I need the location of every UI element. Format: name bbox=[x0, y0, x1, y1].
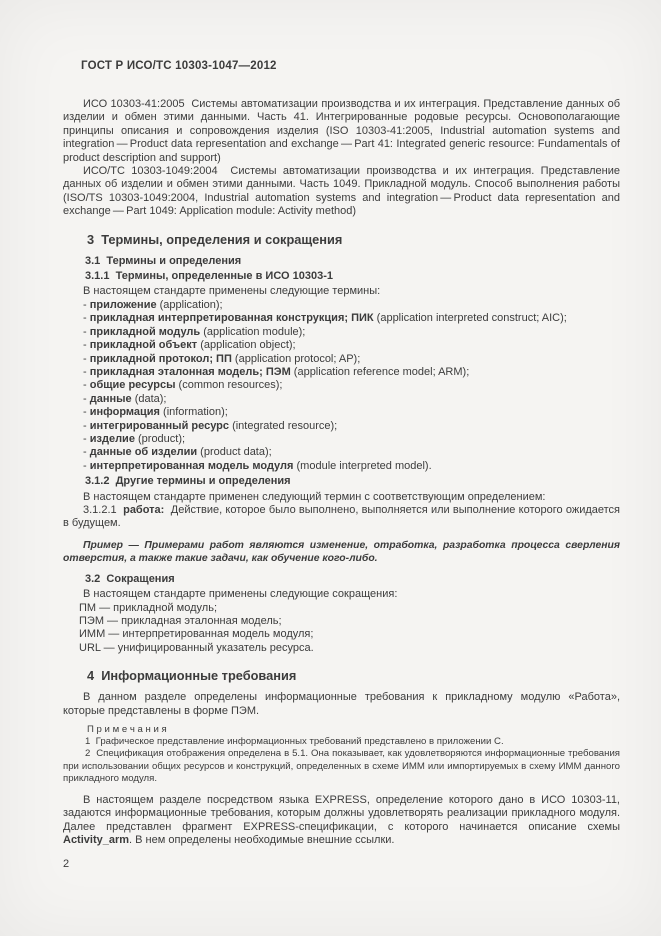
text-run: приложение bbox=[89, 298, 157, 311]
text-run: - bbox=[83, 406, 90, 419]
text-run: прикладной модуль bbox=[89, 325, 201, 338]
text-run: 3 Термины, определения и сокращения bbox=[87, 231, 343, 247]
term-list-item bbox=[63, 379, 620, 392]
text-run: ИСО 10303-41:2005 Системы автоматизации производства и их интеграция. Представление данных об изделии и обмен этими данными. Часть 41. Интегрированные родовые ресурсы. Основополагающие принципы описания и сопровождения изделия (ISO 10303-41:2005, Industrial automation systems and integration — Product data representation and exchange — Part 41: Integrated generic resource: Fundamentals of product description and support) bbox=[63, 98, 620, 164]
text-run: (application); bbox=[156, 298, 223, 311]
text-run: (application protocol; AP); bbox=[231, 352, 361, 365]
text-run: - bbox=[83, 312, 90, 325]
text-run: интерпретированная модель модуля bbox=[89, 459, 294, 472]
term-list-item bbox=[63, 393, 620, 406]
paragraph bbox=[63, 98, 620, 165]
text-run: В данном разделе определены информационные требования к прикладному модулю «Работа», которые представлены в форме ПЭМ. bbox=[63, 691, 620, 717]
text-run: 4 Информационные требования bbox=[87, 668, 297, 684]
text-run: - bbox=[83, 459, 90, 472]
text-run: - bbox=[83, 352, 90, 365]
paragraph bbox=[63, 165, 620, 219]
text-run: . В нем определены необходимые внешние ссылки. bbox=[129, 834, 395, 847]
text-run: 3.1.2.1 bbox=[83, 503, 124, 516]
text-run: (application interpreted construct; AIC); bbox=[373, 312, 567, 325]
abbreviation-line bbox=[63, 602, 620, 615]
paragraph bbox=[63, 285, 620, 298]
text-run: (module interpreted model). bbox=[293, 459, 432, 472]
text-run: В настоящем разделе посредством языка EXPRESS, определение которого дано в ИСО 10303-11, задаются информационные требования, которым должны удовлетворять реализации прикладного модуля. Далее представлен фрагмент EXPRESS-спецификации, с которого начинается описание схемы bbox=[63, 794, 620, 833]
text-run: изделие bbox=[89, 432, 135, 445]
text-run: информация bbox=[89, 406, 160, 419]
text-run: - bbox=[83, 419, 90, 432]
text-run: (common resources); bbox=[175, 379, 283, 392]
text-run: данные bbox=[89, 392, 132, 405]
text-run: данные об изделии bbox=[89, 446, 198, 459]
text-run: (data); bbox=[131, 392, 167, 405]
text-run: 3.2 Сокращения bbox=[85, 572, 175, 585]
notes-title bbox=[63, 724, 620, 736]
text-run: интегрированный ресурс bbox=[89, 419, 230, 432]
text-run: 1 Графическое представление информационных требований представлено в приложении С. bbox=[85, 736, 504, 748]
text-run: 2 Спецификация отображения определена в 5.1. Она показывает, как удовлетворяются информационные требования при использовании общих ресурсов и конструкций, определенных в схеме ИММ или импортируемых в схему ИММ данного прикладного модуля. bbox=[63, 748, 620, 784]
example-paragraph bbox=[63, 539, 620, 565]
subsection-heading bbox=[63, 255, 620, 268]
text-run: 3.1.1 Термины, определенные в ИСО 10303-1 bbox=[85, 270, 333, 283]
text-run: 3.1 Термины и определения bbox=[85, 254, 242, 267]
term-list-item bbox=[63, 433, 620, 446]
text-run: работа: bbox=[123, 503, 165, 516]
text-run: URL — унифицированный указатель ресурса. bbox=[79, 641, 314, 654]
text-run: ПЭМ — прикладная эталонная модель; bbox=[79, 615, 282, 627]
text-run: В настоящем стандарте применен следующий термин с соответствующим определением: bbox=[83, 490, 546, 503]
text-run: П р и м е ч а н и я bbox=[87, 724, 167, 736]
term-list-item bbox=[63, 446, 620, 459]
text-run: (application object); bbox=[197, 339, 296, 352]
subsection-heading bbox=[63, 573, 620, 586]
text-run: прикладной протокол; ПП bbox=[89, 352, 232, 365]
abbreviation-line bbox=[63, 642, 620, 655]
text-run: - bbox=[83, 325, 90, 338]
text-run: Пример — Примерами работ являются изменение, отработка, разработка процесса сверления отверстия, а также такие задачи, как обучение кого-либо. bbox=[63, 539, 620, 564]
subsection-heading bbox=[63, 475, 620, 488]
text-run: ИММ — интерпретированная модель модуля; bbox=[79, 628, 314, 641]
paragraph bbox=[63, 691, 620, 718]
term-list-item bbox=[63, 353, 620, 366]
text-run: - bbox=[83, 392, 90, 405]
text-run: прикладная интерпретированная конструкция; ПИК bbox=[89, 312, 374, 325]
text-run: - bbox=[83, 432, 90, 445]
text-run: ПМ — прикладной модуль; bbox=[79, 601, 218, 614]
text-run: - bbox=[83, 339, 90, 352]
text-run: - bbox=[83, 298, 90, 311]
paragraph bbox=[63, 588, 620, 601]
term-list-item bbox=[63, 406, 620, 419]
note-line bbox=[63, 748, 620, 785]
text-run: прикладной объект bbox=[89, 339, 198, 352]
text-run: ИСО/ТС 10303-1049:2004 Системы автоматизации производства и их интеграция. Представление данных об изделии и обмен этими данными. Часть 1049. Прикладной модуль. Способ выполнения работы (ISO/TS 10303-1049:2004, Industrial automation systems and integration — Product data representation and exchange — Part 1049: Application module: Activity method) bbox=[63, 165, 620, 218]
text-run: 3.1.2 Другие термины и определения bbox=[85, 475, 291, 488]
section-heading bbox=[63, 232, 620, 247]
text-run: (product); bbox=[134, 432, 186, 445]
section-heading bbox=[63, 668, 620, 683]
term-list-item bbox=[63, 366, 620, 379]
text-run: (product data); bbox=[197, 446, 272, 459]
term-list-item bbox=[63, 460, 620, 473]
term-list-item bbox=[63, 299, 620, 312]
text-run: (information); bbox=[159, 406, 228, 419]
text-run: - bbox=[83, 379, 90, 392]
term-list-item bbox=[63, 420, 620, 433]
text-run: Действие, которое было выполнено, выполняется или выполнение которого ожидается в будущем. bbox=[63, 503, 620, 530]
note-line bbox=[63, 736, 620, 748]
text-run: (application reference model; ARM); bbox=[290, 365, 470, 378]
text-run: В настоящем стандарте применены следующие термины: bbox=[83, 285, 381, 298]
term-list-item bbox=[63, 339, 620, 352]
paragraph bbox=[63, 794, 620, 848]
page-header: ГОСТ Р ИСО/ТС 10303-1047—2012 bbox=[81, 60, 277, 72]
text-run: - bbox=[83, 365, 90, 378]
subsection-heading bbox=[63, 270, 620, 283]
term-list-item bbox=[63, 326, 620, 339]
text-run: прикладная эталонная модель; ПЭМ bbox=[89, 365, 291, 378]
text-run: - bbox=[83, 446, 90, 459]
paragraph bbox=[63, 504, 620, 531]
text-run: Activity_arm bbox=[63, 834, 130, 847]
document-body bbox=[63, 98, 620, 848]
abbreviation-line bbox=[63, 615, 620, 628]
text-run: В настоящем стандарте применены следующие сокращения: bbox=[83, 588, 398, 601]
page-number: 2 bbox=[63, 857, 70, 870]
text-run: (application module); bbox=[200, 325, 306, 338]
text-run: (integrated resource); bbox=[229, 419, 338, 432]
paragraph bbox=[63, 491, 620, 504]
text-run: общие ресурсы bbox=[89, 379, 176, 392]
abbreviation-line bbox=[63, 628, 620, 641]
term-list-item bbox=[63, 312, 620, 325]
